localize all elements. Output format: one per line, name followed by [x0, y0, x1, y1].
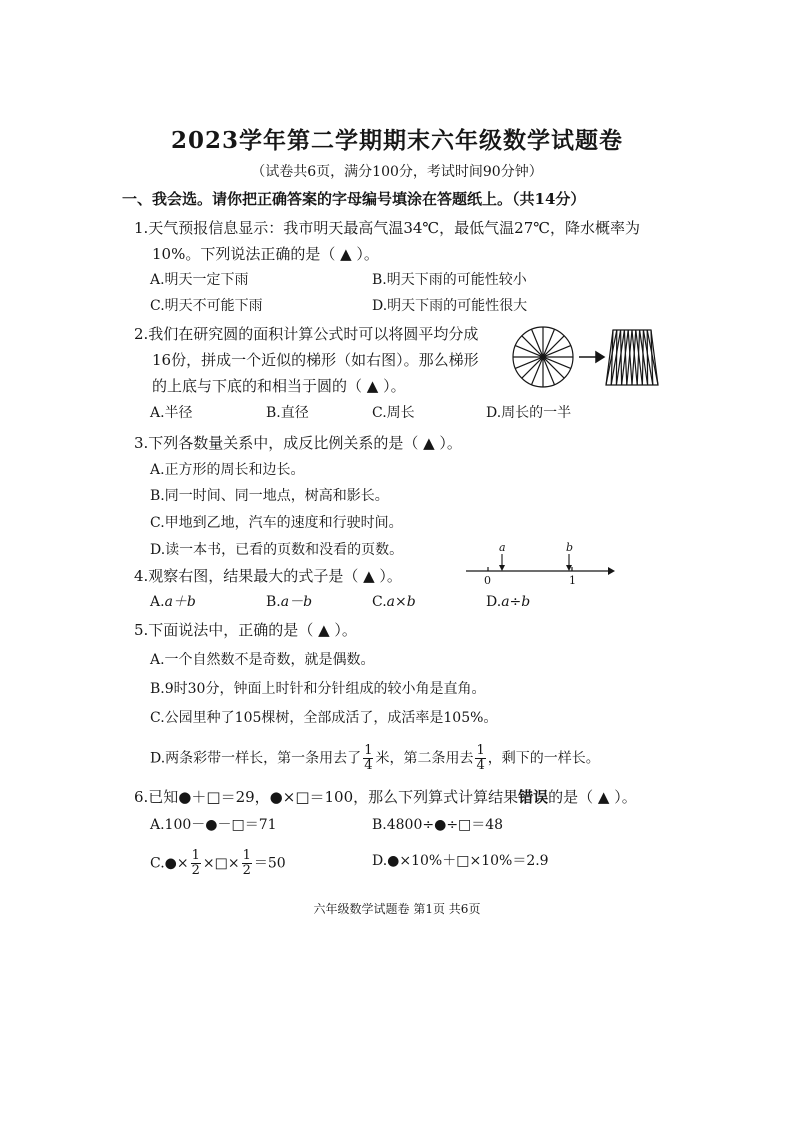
q5-option-b: B.9时30分，钟面上时针和分针组成的较小角是直角。: [150, 681, 486, 697]
tick-label-zero: 0: [484, 574, 491, 586]
q4-option-c-expr: a×b: [386, 594, 416, 610]
q2-option-b: B.直径: [266, 405, 309, 421]
q4-option-d: [486, 592, 530, 612]
q1-line2: 10%。下列说法正确的是（ ▲ ）。: [152, 245, 379, 263]
number-line-figure: [462, 540, 622, 586]
pointer-b-arrow-icon: [566, 565, 572, 571]
q4-option-d-letter: D.: [486, 594, 502, 610]
q3-line1: 3.下列各数量关系中，成反比例关系的是（ ▲ ）。: [134, 434, 462, 452]
q4-option-b-expr: a－b: [280, 594, 313, 610]
sectored-circle: [513, 327, 573, 387]
section-heading: 一、我会选。请你把正确答案的字母编号填涂在答题纸上。（共14分）: [122, 190, 586, 208]
q1-option-d: D.明天下雨的可能性很大: [372, 298, 528, 314]
fraction-half: $\frac{1}{2}$: [191, 848, 200, 878]
q5-d-text2: 米，第二条用去: [375, 750, 474, 767]
q1-option-c: C.明天不可能下雨: [150, 298, 263, 314]
q1-line1: 1.天气预报信息显示：我市明天最高气温34℃，最低气温27℃，降水概率为: [134, 219, 641, 237]
q2-line2: 16份，拼成一个近似的梯形（如右图）。那么梯形: [152, 351, 479, 369]
emphasis-wrong: 错误: [518, 788, 549, 806]
q5-option-a: A.一个自然数不是奇数，就是偶数。: [150, 652, 375, 668]
q4-option-c: [372, 592, 416, 612]
q3-option-d: D.读一本书，已看的页数和没看的页数。: [150, 542, 404, 558]
q6-option-c: C.●× $\frac{1}{2}$ ×□× $\frac{1}{2}$ ＝50: [150, 848, 286, 878]
q2-option-c: C.周长: [372, 405, 415, 421]
q3-option-c: C.甲地到乙地，汽车的速度和行驶时间。: [150, 515, 403, 531]
exam-info: （试卷共6页，满分100分，考试时间90分钟）: [251, 164, 543, 180]
q2-option-d: D.周长的一半: [486, 405, 572, 421]
q4-line1: 4.观察右图，结果最大的式子是（ ▲ ）。: [134, 567, 402, 585]
q4-option-a: [150, 592, 196, 612]
q5-option-c: C.公园里种了105棵树，全部成活了，成活率是105%。: [150, 710, 498, 726]
page-title: 2023学年第二学期期末六年级数学试题卷: [170, 127, 623, 154]
q4-option-a-letter: A.: [150, 594, 165, 610]
q5-d-text1: D.两条彩带一样长，第一条用去了: [150, 750, 362, 767]
q2-option-a: A.半径: [150, 405, 193, 421]
q6-option-d: D.●×10%＋□×10%＝2.9: [372, 853, 549, 869]
q4-option-d-expr: a÷b: [501, 594, 531, 610]
fraction-quarter-2: $\frac{1}{4}$: [476, 743, 485, 773]
q4-option-c-letter: C.: [372, 594, 387, 610]
axis-arrow-icon: [608, 567, 615, 575]
q1-option-a: A.明天一定下雨: [150, 272, 249, 288]
label-b: b: [566, 541, 574, 554]
q4-option-b-letter: B.: [266, 594, 281, 610]
q6-option-b: B.4800÷●÷□＝48: [372, 817, 504, 833]
q4-option-b: [266, 592, 312, 612]
q3-option-b: B.同一时间、同一地点，树高和影长。: [150, 488, 389, 504]
q5-line1: 5.下面说法中，正确的是（ ▲ ）。: [134, 621, 357, 639]
q6-option-a: A.100－●－□＝71: [150, 817, 277, 833]
q1-option-b: B.明天下雨的可能性较小: [372, 272, 527, 288]
fraction-half-2: $\frac{1}{2}$: [242, 848, 251, 878]
label-a: a: [499, 541, 506, 554]
q3-option-a: A.正方形的周长和边长。: [150, 462, 305, 478]
q5-option-d: [150, 744, 600, 773]
pointer-a-arrow-icon: [499, 565, 505, 571]
trapezoid-sector-edge: [621, 330, 622, 385]
tick-label-one: 1: [569, 574, 576, 586]
trapezoid-shape: [606, 330, 658, 385]
q4-option-a-expr: a＋b: [164, 594, 196, 610]
q6-line1: 6.已知●＋□＝29，●×□＝100，那么下列算式计算结果错误的是（ ▲ ）。: [134, 788, 637, 806]
right-arrow-icon: [579, 352, 604, 362]
q5-d-text3: ，剩下的一样长。: [487, 750, 600, 767]
page-footer: 六年级数学试题卷 第1页 共6页: [313, 902, 481, 916]
q2-line3: 的上底与下底的和相当于圆的（ ▲ ）。: [152, 377, 406, 395]
q2-line1: 2.我们在研究圆的面积计算公式时可以将圆平均分成: [134, 325, 479, 343]
fraction-quarter: $\frac{1}{4}$: [364, 743, 373, 773]
circle-trapezoid-figure: [510, 322, 660, 392]
